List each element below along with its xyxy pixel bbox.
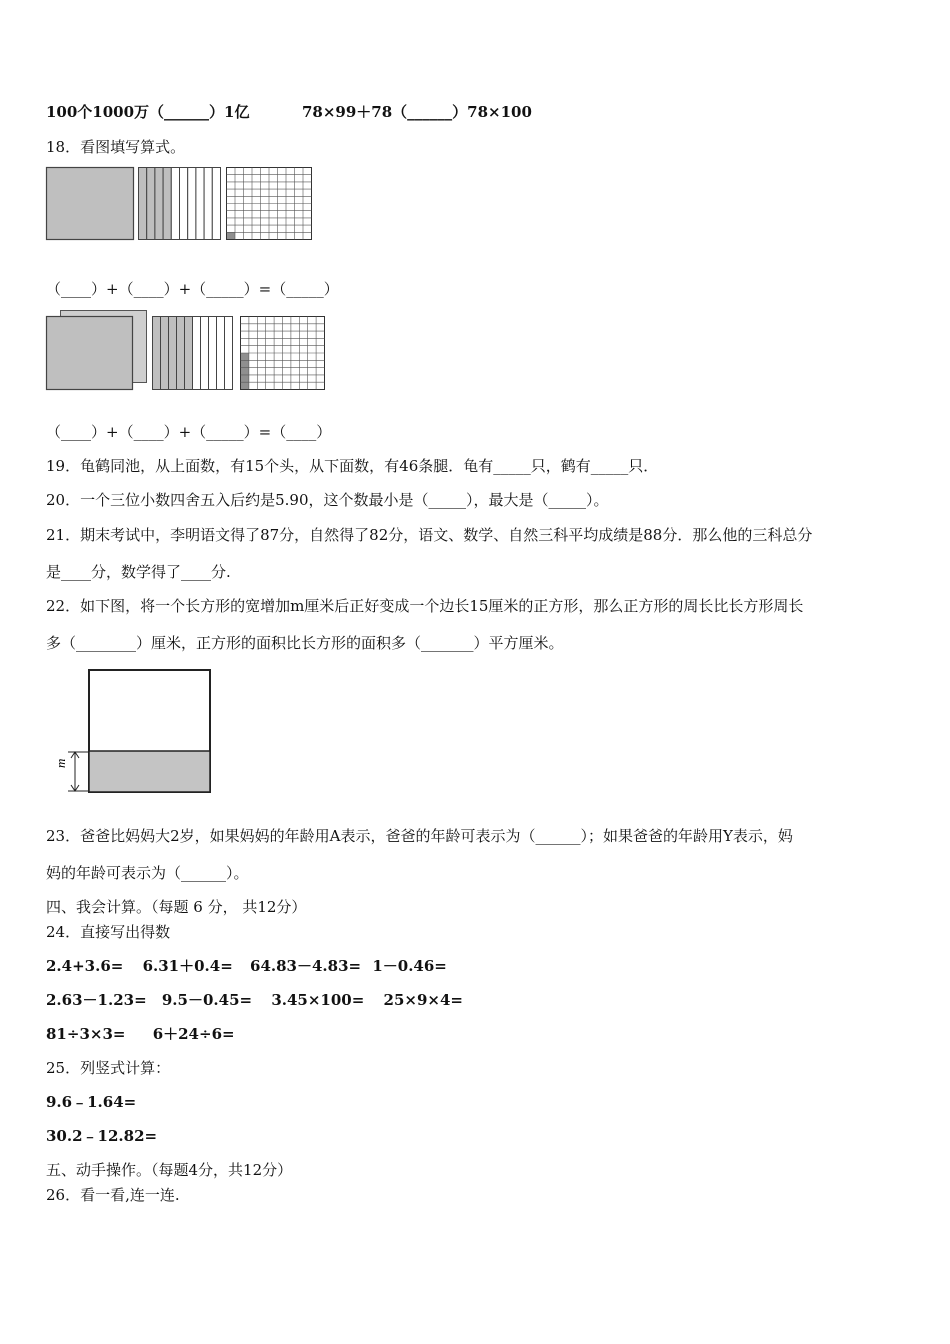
shaded-cell — [241, 368, 249, 375]
question-19: 19．龟鹤同池，从上面数，有15个头，从下面数，有46条腿．龟有_____只，鹤有_____只． — [46, 457, 659, 475]
vertical-calc-2: 30.2﹣12.82= — [46, 1127, 158, 1145]
shaded-cell — [241, 353, 249, 360]
tenth-strip — [196, 168, 204, 240]
figure-22 — [53, 668, 218, 798]
calc: 2.4+3.6= — [46, 957, 124, 975]
calc: 9.5－0.45= — [161, 991, 253, 1009]
question-21-line2: 是____分，数学得了____分. — [46, 563, 231, 581]
tenths-strips — [139, 168, 221, 240]
calc: 3.45×100= — [271, 991, 365, 1009]
hundredths-grid-2 — [241, 317, 325, 390]
question-26: 26．看一看,连一连. — [46, 1186, 180, 1204]
figure-18-row1 — [46, 167, 316, 243]
tenth-strip — [180, 168, 188, 240]
calc-row-1 — [46, 956, 447, 976]
tenth-strip — [212, 168, 220, 240]
calc-row-2 — [46, 990, 463, 1010]
added-strip — [89, 751, 210, 792]
shaded-cell — [241, 382, 249, 389]
tenth-strip — [169, 317, 177, 390]
question-23-line2: 妈的年龄可表示为（______）。 — [46, 864, 249, 882]
compare-2: 78×99＋78（______）78×100 — [301, 103, 532, 121]
tenth-strip — [201, 317, 209, 390]
tenth-strip — [177, 317, 185, 390]
question-25: 25．列竖式计算： — [46, 1059, 171, 1077]
question-20: 20．一个三位小数四舍五入后约是5.90，这个数最小是（_____），最大是（_____）。 — [46, 491, 609, 509]
vertical-calc-1: 9.6﹣1.64= — [46, 1093, 137, 1111]
equation-2: （____）+（____）+（_____）=（____） — [46, 423, 332, 441]
tenth-strip — [225, 317, 233, 390]
tenth-strip — [139, 168, 147, 240]
calc: 2.63－1.23= — [46, 991, 147, 1009]
tenth-strip — [188, 168, 196, 240]
calc: 1－0.46= — [372, 957, 447, 975]
tenth-strip — [217, 317, 225, 390]
question-24: 24．直接写出得数 — [46, 923, 171, 941]
tenth-strip — [171, 168, 179, 240]
shaded-cell — [241, 360, 249, 367]
question-22-line2: 多（________）厘米，正方形的面积比长方形的面积多（_______）平方厘米。 — [46, 634, 564, 652]
tenth-strip — [147, 168, 155, 240]
figure-18-row2 — [46, 310, 331, 392]
figure-18-row2-svg — [46, 310, 331, 392]
figure-18-row1-svg — [46, 167, 316, 243]
equation-1: （____）+（____）+（_____）=（_____） — [46, 280, 339, 298]
calc: 6.31＋0.4= — [142, 957, 233, 975]
tenth-strip — [185, 317, 193, 390]
tenth-strip — [193, 317, 201, 390]
label-m: m — [53, 758, 68, 768]
section-5-title: 五、动手操作。（每题4分，共12分） — [46, 1161, 293, 1179]
question-23-line1: 23．爸爸比妈妈大2岁，如果妈妈的年龄用A表示，爸爸的年龄可表示为（______）；如果爸爸的年龄用Y表示，妈 — [46, 827, 793, 845]
question-18: 18．看图填写算式。 — [46, 138, 186, 156]
front-square — [47, 317, 133, 390]
compare-1: 100个1000万（______）1亿 — [46, 103, 250, 121]
tenth-strip — [163, 168, 171, 240]
shaded-cell — [241, 375, 249, 382]
shaded-cell — [227, 232, 236, 239]
tenth-strip — [204, 168, 212, 240]
calc-row-3 — [46, 1024, 235, 1044]
calc: 6＋24÷6= — [152, 1025, 235, 1043]
calc: 81÷3×3= — [46, 1025, 126, 1043]
tenth-strip — [209, 317, 217, 390]
question-22-line1: 22．如下图，将一个长方形的宽增加m厘米后正好变成一个边长15厘米的正方形，那么正方形的周长比长方形周长 — [46, 597, 804, 615]
figure-22-svg — [53, 668, 218, 798]
tenths-strips-2 — [153, 317, 233, 390]
tenth-strip — [161, 317, 169, 390]
full-square — [47, 168, 134, 240]
compare-row — [46, 102, 532, 122]
question-21-line1: 21．期末考试中，李明语文得了87分，自然得了82分，语文、数学、自然三科平均成绩是88分．那么他的三科总分 — [46, 526, 813, 544]
section-4-title: 四、我会计算。（每题 6 分， 共12分） — [46, 898, 307, 916]
calc: 64.83－4.83= — [250, 957, 362, 975]
hundredths-grid — [227, 168, 312, 240]
tenth-strip — [155, 168, 163, 240]
tenth-strip — [153, 317, 161, 390]
calc: 25×9×4= — [383, 991, 463, 1009]
